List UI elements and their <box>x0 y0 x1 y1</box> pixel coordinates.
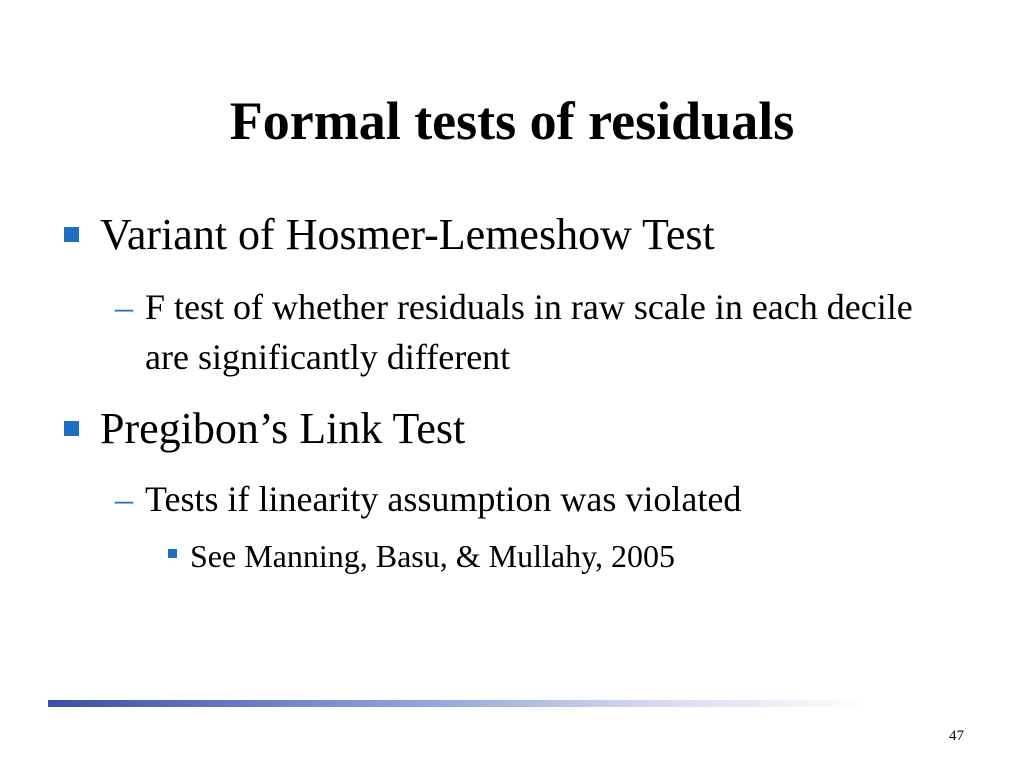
bullet-text: Variant of Hosmer-Lemeshow Test <box>100 210 715 259</box>
bullet-item <box>100 210 715 261</box>
sub-sub-bullet-item <box>190 538 675 575</box>
bullet-text: Pregibon’s Link Test <box>100 404 466 453</box>
small-square-bullet-icon <box>168 549 177 558</box>
sub-bullet-text: F test of whether residuals in raw scale in each decile are significantly different <box>145 287 913 377</box>
dash-bullet-icon: – <box>115 287 133 327</box>
sub-bullet-text: Tests if linearity assumption was violated <box>145 479 742 519</box>
bullet-item <box>100 404 465 455</box>
sub-sub-bullet-text: See Manning, Basu, & Mullahy, 2005 <box>190 538 675 574</box>
sub-bullet-item <box>115 282 925 382</box>
square-bullet-icon <box>64 227 79 242</box>
square-bullet-icon <box>64 421 79 436</box>
footer-divider <box>48 700 868 707</box>
dash-bullet-icon: – <box>115 479 133 519</box>
page-number: 47 <box>949 728 964 744</box>
slide-title: Formal tests of residuals <box>229 91 795 151</box>
sub-bullet-item <box>115 474 925 524</box>
